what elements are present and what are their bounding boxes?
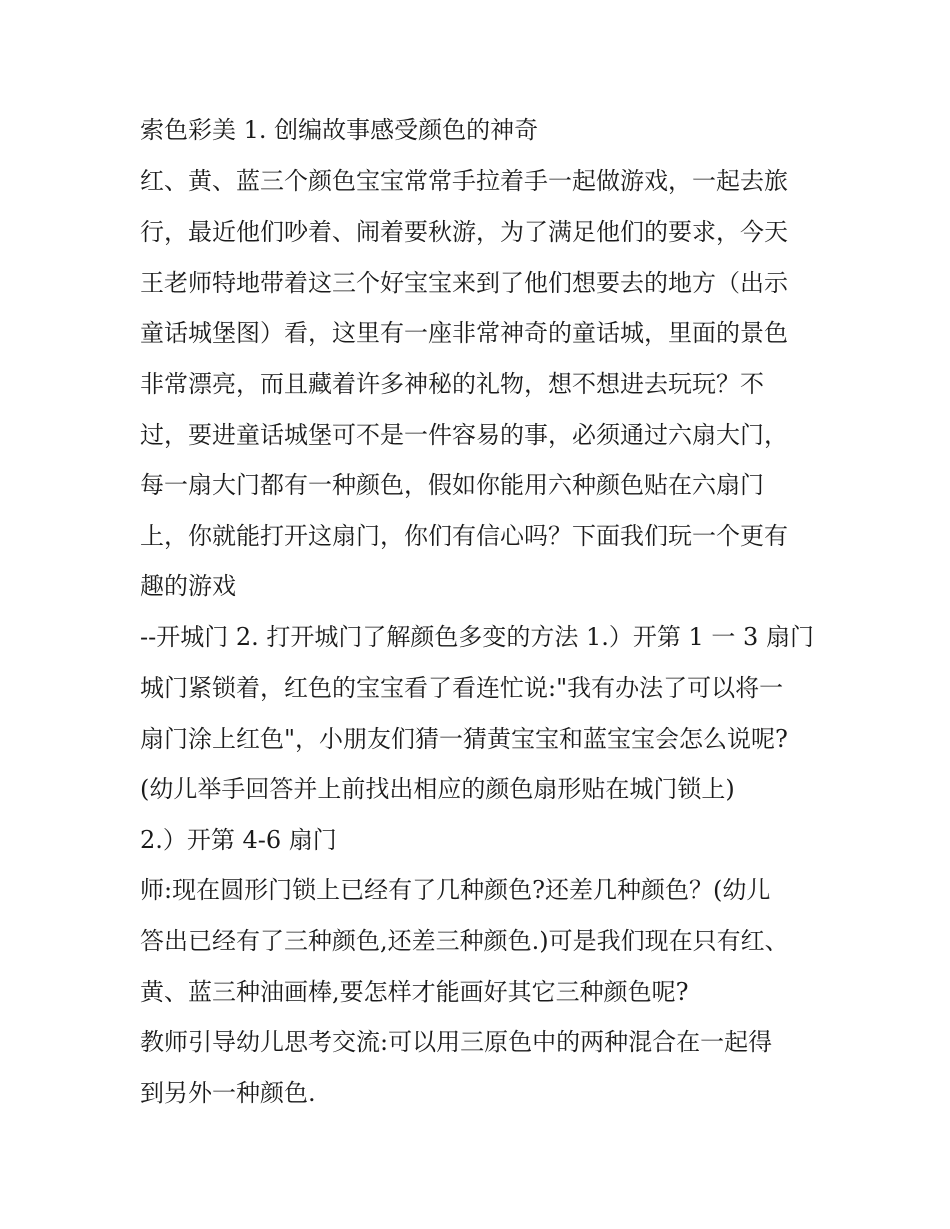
paragraph-line: 扇门涂上红色"，小朋友们猜一猜黄宝宝和蓝宝宝会怎么说呢? [140,725,788,753]
paragraph-line: 城门紧锁着，红色的宝宝看了看连忙说:"我有办法了可以将一 [140,674,784,702]
paragraph-line: 教师引导幼儿思考交流:可以用三原色中的两种混合在一起得 [140,1028,773,1056]
paragraph-line: 童话城堡图）看，这里有一座非常神奇的童话城，里面的景色 [140,319,788,347]
paragraph-line: 行，最近他们吵着、闹着要秋游，为了满足他们的要求，今天 [140,218,788,246]
section-heading: 索色彩美 1. 创编故事感受颜色的神奇 [140,116,539,144]
section-heading-line: --开城门 2. 打开城门了解颜色多变的方法 1.）开第 1 一 3 扇门 [140,623,814,651]
subsection-heading: 2.）开第 4-6 扇门 [140,826,337,854]
paragraph-line: 非常漂亮，而且藏着许多神秘的礼物，想不想进去玩玩？不 [140,370,764,398]
paragraph-line: 黄、蓝三种油画棒,要怎样才能画好其它三种颜色呢? [140,978,689,1006]
paragraph-line: 师:现在圆形门锁上已经有了几种颜色?还差几种颜色？(幼儿 [140,876,771,904]
paragraph-line: 上，你就能打开这扇门，你们有信心吗？下面我们玩一个更有 [140,522,788,550]
paragraph-line: 红、黄、蓝三个颜色宝宝常常手拉着手一起做游戏，一起去旅 [140,167,788,195]
paragraph-line: 每一扇大门都有一种颜色，假如你能用六种颜色贴在六扇门 [140,471,764,499]
paragraph-line: 王老师特地带着这三个好宝宝来到了他们想要去的地方（出示 [140,269,788,297]
paragraph-line: 答出已经有了三种颜色,还差三种颜色.)可是我们现在只有红、 [140,927,789,955]
paragraph-line: 到另外一种颜色. [140,1079,316,1107]
paragraph-line: (幼儿举手回答并上前找出相应的颜色扇形贴在城门锁上) [140,775,735,803]
paragraph-line: 过，要进童话城堡可不是一件容易的事，必须通过六扇大门， [140,421,788,449]
paragraph-line: 趣的游戏 [140,572,236,600]
